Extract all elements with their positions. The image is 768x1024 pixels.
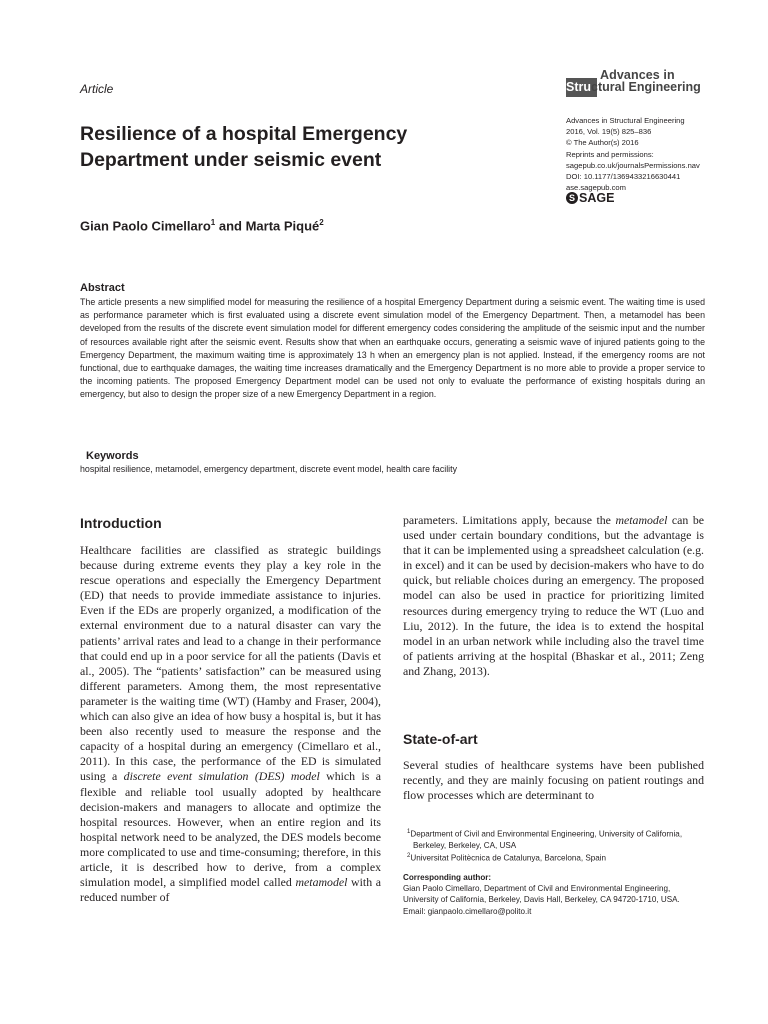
footnote-marker: 1: [407, 829, 411, 835]
doi[interactable]: DOI: 10.1177/1369433216630441: [566, 172, 681, 182]
abstract-body: The article presents a new simplified model for measuring the resilience of a hospital Emergency Department during a seismic event. The waiting time is used as performance parameter which is first evaluated using a discrete event simulation model of the Emergency Department. Then, a metamodel has been developed from the results of the discrete event simulation model for different emergency codes considering the amplitude of the seismic input and the number of resources available right after the seismic event. Results show that when an earthquake occurs, generating a seismic wave of injured patients going to the Emergency Department, the maximum waiting time is approximately 13 h when an emergency plan is not applied. Instead, if the emergency rooms are not functional, due to earthquake damages, the waiting time increases dramatically and the Emergency Department is no more able to provide a proper service to the incoming patients. The proposed Emergency Department model can be used not only to evaluate the performance of existing hospitals during an emergency, but also to design the proper size of a new Emergency Department in a region.: [80, 297, 705, 400]
keywords-body: hospital resilience, metamodel, emergency department, discrete event model, health care facility: [80, 464, 458, 474]
text-run: with a reduced number of: [80, 875, 381, 905]
journal-logo-line2: [566, 80, 701, 94]
affiliation-footnote: [403, 827, 703, 851]
journal-logo: [566, 68, 706, 98]
affiliation-marker: 1: [210, 218, 216, 227]
corresponding-author-heading: Corresponding author:: [403, 872, 492, 882]
journal-logo-line2-prefix: Stru: [566, 80, 591, 94]
sage-circle-icon: S: [566, 192, 578, 204]
journal-url[interactable]: ase.sagepub.com: [566, 183, 626, 193]
author-conjunction: and: [218, 218, 242, 234]
footnotes: [403, 827, 703, 917]
section-heading-state-of-art: State-of-art: [403, 731, 478, 747]
introduction-paragraph: [80, 543, 381, 905]
corresponding-author-address: Gian Paolo Cimellaro, Department of Civil and Environmental Engineering, University of California, Berkeley, Davis Hall, Berkeley, CA 94720-1710, USA.: [403, 884, 680, 905]
footnote-marker: 2: [407, 853, 411, 860]
copyright: © The Author(s) 2016: [566, 138, 639, 148]
journal-logo-line2-suffix: ctural Engineering: [591, 80, 701, 94]
emphasis-text: discrete event simulation (DES) model: [123, 769, 320, 784]
affiliation-footnote: [403, 851, 703, 864]
journal-logo-line1: Advances in: [600, 68, 675, 82]
section-heading-introduction: Introduction: [80, 515, 162, 531]
journal-name: Advances in Structural Engineering: [566, 116, 685, 125]
text-run: Healthcare facilities are classified as strategic buildings because during extreme events they play a key role in the rescue operations and especially the Emergency Department (ED) that needs to provide immediate assistance to injuries. Even if the EDs are properly organized, a modification of the external environment due to a natural disaster can vary the patients’ arrival rates and lead to a change in their performance that could end up in a poor service for all the patients (Davis et al., 2005). The “patients’ satisfaction” can be measured using different parameters. Among them, the most representative parameter is the waiting time (WT) (Hamby and Fraser, 2004), which can also give an idea of how busy a hospital is, but it has been also recently used to measure the response and the capacity of a hospital during an emergency (Cimellaro et al., 2011). In this case, the performance of the ED is simulated using a: [80, 543, 381, 784]
paper-title: Resilience of a hospital Emergency Department under seismic event: [80, 123, 408, 171]
journal-info: [566, 115, 756, 193]
keywords-heading: Keywords: [86, 450, 139, 462]
text-run: can be used under certain boundary conditions, but the advantage is that it can be implemented using a spreadsheet calculation (e.g. in excel) and it can be used by decision-makers who have to do quick, but reliable choices during an emergency. The proposed model can also be used in practice for prioritizing limited resources during emergency trying to reduce the WT (Luo and Liu, 2012). In the future, the idea is to extend the hospital model in an urban network while including also the travel time of patients arriving at the hospital (Bhaskar et al., 2011; Zeng and Zhang, 2013).: [403, 513, 705, 678]
emphasis-text: metamodel: [295, 875, 348, 890]
author-name: Marta Piqué: [245, 218, 320, 234]
text-run: which is a flexible and reliable tool usually adopted by healthcare decision-makers and managers to allocate and optimize the hospital resources. However, when an entire region and its hospital network need to be analyzed, the DES models become more complicated to use and time-consuming; therefore, in this article, it is described how to derive, from a complex simulation model, a simplified model called: [80, 769, 381, 890]
corresponding-author-email[interactable]: Email: gianpaolo.cimellaro@polito.it: [403, 906, 532, 916]
footnote-text: Universitat Politècnica de Catalunya, Barcelona, Spain: [410, 853, 607, 863]
introduction-paragraph-continued: [403, 513, 704, 679]
article-type-label: Article: [80, 82, 114, 96]
emphasis-text: metamodel: [615, 513, 668, 527]
journal-volume: 2016, Vol. 19(5) 825–836: [566, 127, 652, 137]
abstract-heading: Abstract: [80, 282, 125, 294]
text-run: parameters. Limitations apply, because the: [403, 513, 616, 527]
affiliation-marker: 2: [319, 218, 324, 227]
publisher-logo: [566, 191, 614, 205]
permissions-link[interactable]: sagepub.co.uk/journalsPermissions.nav: [566, 160, 700, 170]
reprints-label: Reprints and permissions:: [566, 149, 654, 159]
author-list: [80, 218, 324, 233]
state-of-art-paragraph: Several studies of healthcare systems have been published recently, and they are mainly focusing on patient routings and flow processes which are determinant to: [403, 758, 704, 803]
footnote-text: Department of Civil and Environmental Engineering, University of California, Berkeley, Berkeley, CA, USA: [410, 829, 683, 850]
author-name: Gian Paolo Cimellaro: [80, 218, 211, 234]
publisher-name: SAGE: [579, 191, 615, 205]
